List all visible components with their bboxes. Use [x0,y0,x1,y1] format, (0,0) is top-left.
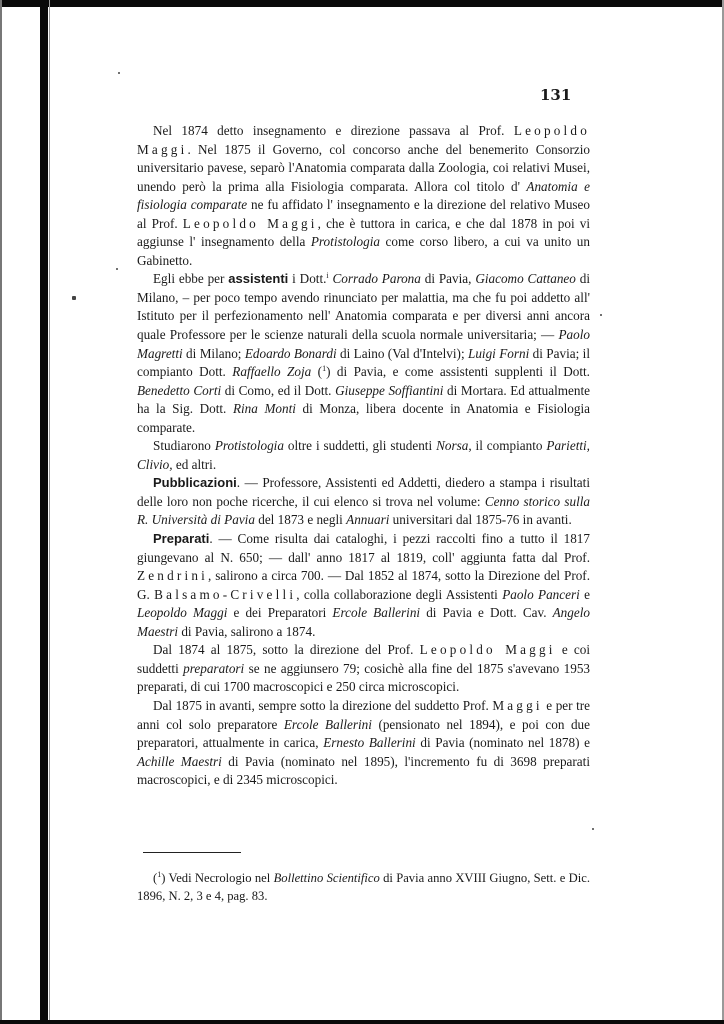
scan-speck [592,828,594,830]
scan-speck [600,314,602,316]
italic-name: Raffaello Zoja [232,364,312,380]
italic-name: Cenno storico sulla R. Università di Pavia [137,493,590,528]
italic-name: Protistologia [214,438,284,454]
section-heading: Preparati [153,531,210,547]
italic-name: Protistologia [310,234,380,250]
book-binding-shadow [40,0,48,1024]
footnote-text: ($^1$) Vedi Necrologio nel Bollettino Scientifico di Pavia anno XVIII Giugno, Sett. e Dic. 1896, N. 2, 3 e 4, pag. 83. [137,870,590,903]
italic-name: Ercole Ballerini [332,605,421,621]
footnote-rule [143,852,241,853]
spaced-name: Leopoldo Maggi [137,123,590,157]
superscript: 1 [322,364,327,374]
scan-bottom-edge [0,1020,724,1024]
italic-name: Giuseppe Soffiantini [335,382,444,398]
italic-name: Corrado Parona [332,271,421,287]
paragraph: Dal 1875 in avanti, sempre sotto la direzione del suddetto Prof. Maggi e per tre anni col solo preparatore Ercole Ballerini (pensionato nel 1894), e poi con due preparatori, attualmente in carica, Ernesto Ballerini di Pavia (nominato nel 1878) e Achille Maestri di Pavia (nominato nel 1895), l'incremento fu di 3698 preparati macroscopici, e di 2345 microscopici. [137,697,590,788]
paragraph: Egli ebbe per assistenti i Dott.$^i$ Corrado Parona di Pavia, Giacomo Cattaneo di Milano, – per poco tempo avendo rinunciato per malattia, ma che fu poi addetto all' Istituto per il perfezionamento nell' Anatomia comparata e per diversi anni ancora quale Professore per le scienze naturali della scuola normale universitaria; — Paolo Magretti di Milano; Edoardo Bonardi di Laino (Val d'Intelvi); Luigi Forni di Pavia; il compianto Dott. Raffaello Zoja ($^1$) di Pavia, e come assistenti supplenti il Dott. Benedetto Corti di Como, ed il Dott. Giuseppe Soffiantini di Mortara. Ed attualmente ha la Sig. Dott. Rina Monti di Monza, libera docente in Anatomia e Fisiologia comparate. [137,271,590,435]
italic-name: Edoardo Bonardi [244,345,337,361]
spaced-name: Maggi [492,697,543,713]
footnote [137,869,590,905]
italic-name: Parietti, Clivio, [137,438,590,472]
section-heading: assistenti [228,271,289,287]
italic-name: Ernesto Ballerini [323,735,416,751]
italic-name: Benedetto Corti [137,382,222,398]
italic-name: Paolo Magretti [137,327,590,361]
scan-left-edge [0,0,2,1024]
italic-name: Leopoldo Maggi [137,605,228,621]
spaced-name: Balsamo-Crivelli [154,586,297,602]
italic-name: Norsa [436,438,469,454]
spaced-name: Leopoldo Maggi [419,642,556,658]
italic-name: preparatori [183,660,245,676]
italic-name: Bollettino Scientifico [273,871,380,885]
paragraph: Dal 1874 al 1875, sotto la direzione del Prof. Leopoldo Maggi e coi suddetti preparatori se ne aggiunsero 79; cosichè alla fine del 1875 s'avevano 1953 preparati, di cui 1700 macroscopici e 250 circa microscopici. [137,642,591,695]
superscript: i [326,271,329,281]
italic-name: Annuari [346,512,390,528]
italic-name: Anatomia e fisiologia comparate [137,178,590,213]
page-number: 131 [540,86,572,104]
italic-name: Paolo Panceri [502,586,580,602]
body-text [137,122,590,790]
italic-name: Achille Maestri [137,753,222,769]
superscript: 1 [157,870,162,879]
paragraph: Preparati. — Come risulta dai cataloghi, i pezzi raccolti fino a tutto il 1817 giungevano al N. 650; — dall' anno 1817 al 1819, coll' aggiunta fatta dal Prof. Zendrini, salirono a circa 700. — Dal 1852 al 1874, sotto la Direzione del Prof. G. Balsamo-Crivelli, colla collaborazione degli Assistenti Paolo Panceri e Leopoldo Maggi e dei Preparatori Ercole Ballerini di Pavia e Dott. Cav. Angelo Maestri di Pavia, salirono a 1874. [137,531,590,639]
book-binding-line [49,0,50,1024]
scan-speck [116,268,118,270]
spaced-name: Leopoldo Maggi [182,215,318,231]
scan-top-edge [0,0,724,7]
italic-name: Ercole Ballerini [283,716,372,732]
paragraph: Nel 1874 detto insegnamento e direzione passava al Prof. Leopoldo Maggi. Nel 1875 il Governo, col concorso anche del benemerito Consorzio universitario pavese, separò l'Anatomia comparata dalla Zoologia, coi relativi Musei, unendo però la prima alla Fisiologia comparata. Allora col titolo d' Anatomia e fisiologia comparate ne fu affidato l' insegnamento e la direzione del relativo Museo al Prof. Leopoldo Maggi, che è tuttora in carica, e che dal 1878 in poi vi aggiunse l' insegnamento della Protistologia come corso libero, a cui va unito un Gabinetto. [137,123,590,268]
paragraph: Studiarono Protistologia oltre i suddetti, gli studenti Norsa, il compianto Parietti, Clivio, ed altri. [137,438,590,472]
italic-name: Rina Monti [232,401,296,417]
italic-name: Luigi Forni [468,345,530,361]
italic-name: Angelo Maestri [137,605,590,639]
spaced-name: Zendrini [137,568,209,584]
scan-speck [72,296,76,300]
scan-speck [118,72,120,74]
italic-name: Giacomo Cattaneo [475,271,576,287]
section-heading: Pubblicazioni [153,475,237,491]
paragraph: Pubblicazioni. — Professore, Assistenti ed Addetti, diedero a stampa i risultati delle loro non poche ricerche, il cui elenco si trova nel volume: Cenno storico sulla R. Università di Pavia del 1873 e negli Annuari universitari dal 1875-76 in avanti. [137,475,590,528]
